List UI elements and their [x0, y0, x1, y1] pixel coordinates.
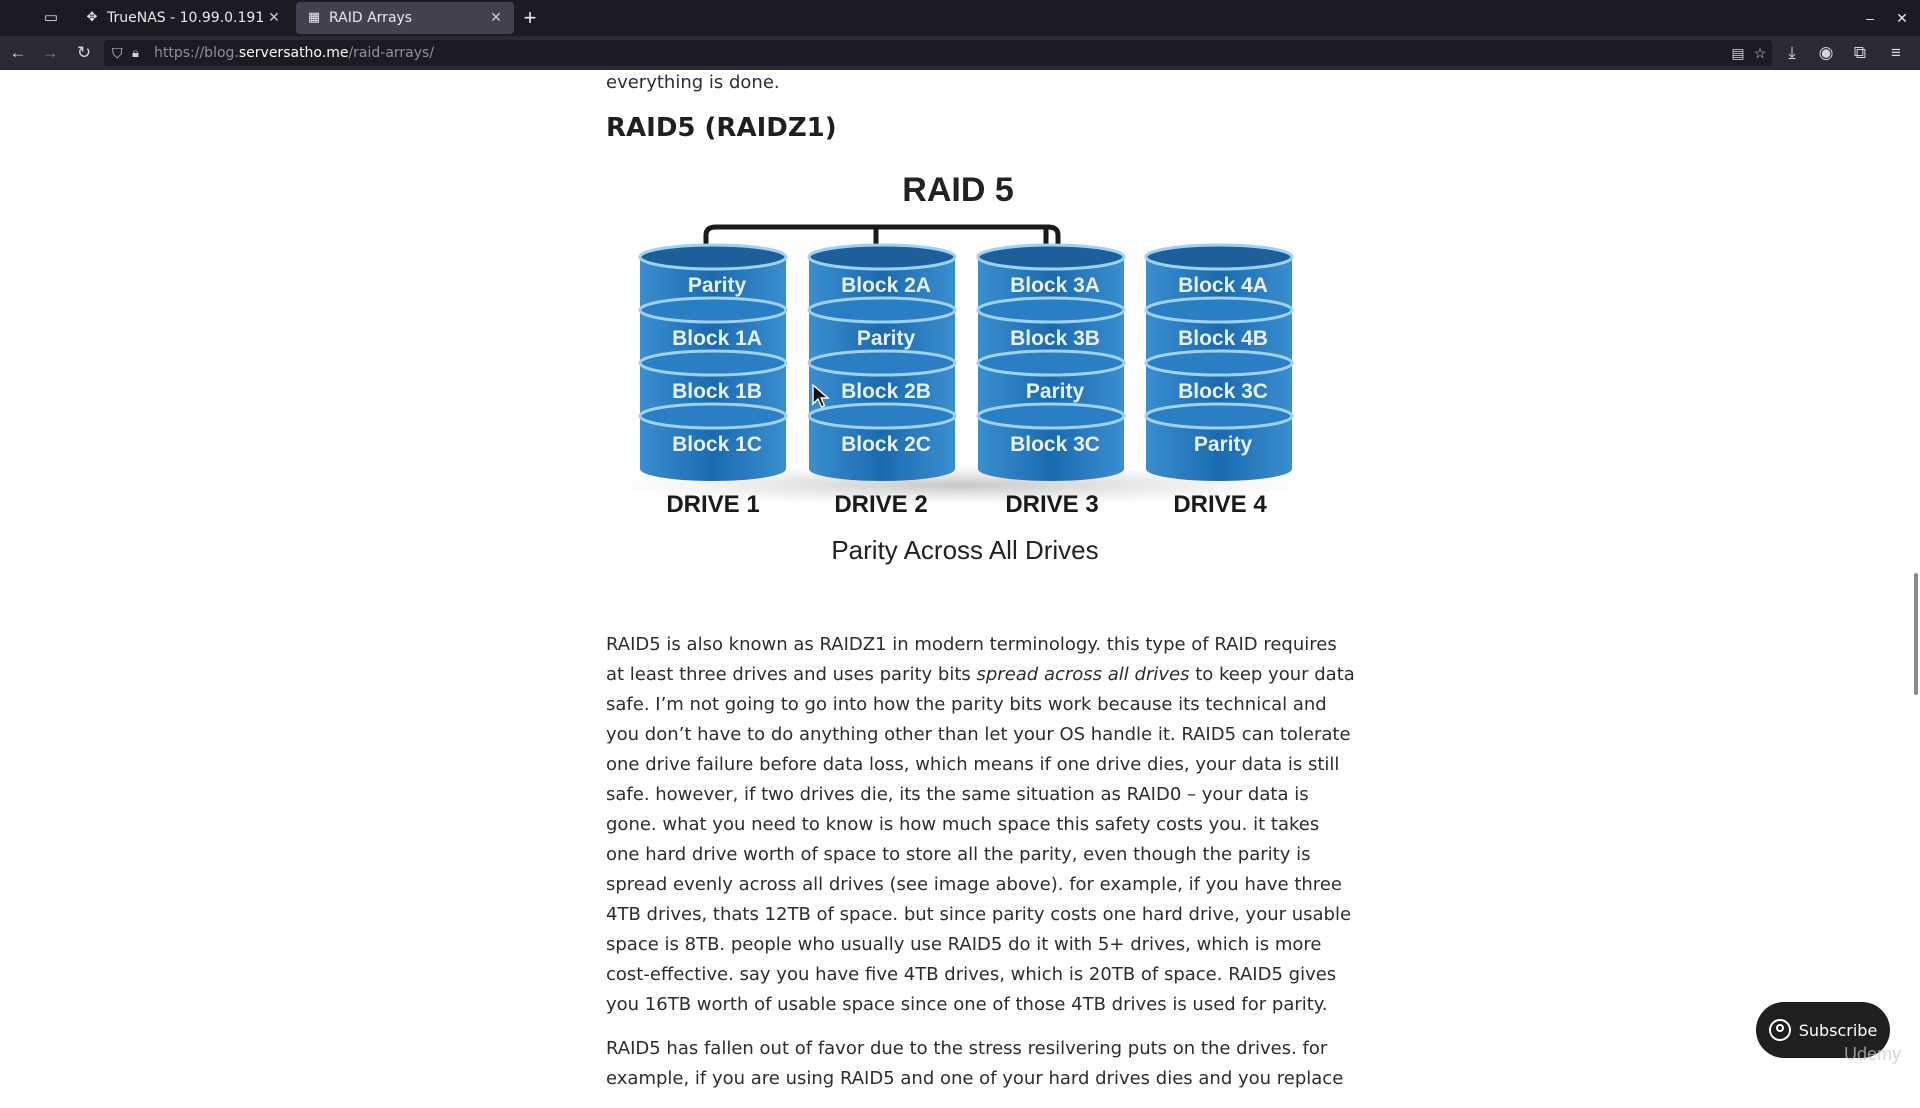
drive-platter-rim: [978, 245, 1124, 269]
bookmark-star-icon[interactable]: ☆: [1753, 45, 1767, 61]
close-tab-icon[interactable]: ✕: [490, 10, 502, 26]
mouse-cursor-icon: [812, 384, 830, 410]
close-tab-icon[interactable]: ✕: [268, 10, 280, 26]
drive-platter-rim: [640, 298, 786, 322]
tab-truenas[interactable]: [74, 2, 292, 34]
drive-block-label: Block 1A: [672, 327, 762, 350]
tab-title: RAID Arrays: [329, 10, 413, 26]
reader-view-icon[interactable]: ▤: [1731, 45, 1745, 61]
figure-title: RAID 5: [902, 171, 1014, 209]
lock-icon[interactable]: 🔒︎: [132, 45, 139, 60]
article-body: [606, 630, 1355, 1108]
drive-block-label: Block 3C: [1178, 380, 1268, 403]
extensions-icon[interactable]: ⧉: [1853, 43, 1867, 62]
drive-block-label: Parity: [687, 274, 747, 297]
paragraph-resilvering: RAID5 has fallen out of favor due to the stress resilvering puts on the drives. for example, if you are using RAID5 and one of your hard drives dies and you replace: [606, 1038, 1344, 1089]
drive-block-label: Block 1C: [672, 433, 762, 456]
drive-block-label: Block 3C: [1010, 433, 1100, 456]
drive-block-label: Block 3A: [1010, 274, 1100, 297]
drive-platter-rim: [640, 245, 786, 269]
drive-block-label: Parity: [1193, 433, 1253, 456]
intro-text: everything is done.: [606, 72, 780, 93]
account-icon[interactable]: ◉: [1818, 43, 1834, 62]
drive-platter-rim: [1146, 351, 1292, 375]
drive-platter-rim: [978, 298, 1124, 322]
downloads-icon[interactable]: ⤓: [1788, 43, 1796, 62]
drive-1: [640, 245, 786, 481]
drive-platter-rim: [640, 351, 786, 375]
drive-3: [978, 245, 1124, 481]
user-icon: [1769, 1019, 1791, 1041]
drive-1-label: DRIVE 1: [666, 491, 760, 518]
new-tab-button[interactable]: +: [523, 5, 537, 30]
drive-platter-rim: [809, 404, 955, 428]
drive-platter-rim: [1146, 245, 1292, 269]
drive-2: [809, 245, 955, 481]
drive-platter-rim: [809, 245, 955, 269]
drive-platter-rim: [640, 404, 786, 428]
drive-block-label: Parity: [1025, 380, 1085, 403]
back-icon[interactable]: ←: [9, 43, 27, 62]
subscribe-label: Subscribe: [1798, 1020, 1878, 1040]
tab-bar: [0, 0, 1920, 36]
drive-block-label: Block 1B: [672, 380, 762, 403]
drive-platter-rim: [809, 298, 955, 322]
url-bar[interactable]: [104, 40, 1772, 66]
drive-block-label: Block 2A: [841, 274, 931, 297]
drive-platter-rim: [978, 404, 1124, 428]
nav-bar: [0, 36, 1920, 70]
tab-raid-arrays[interactable]: [296, 2, 514, 34]
raid5-diagram: [606, 165, 1310, 575]
drive-2-label: DRIVE 2: [834, 491, 928, 518]
drive-3-label: DRIVE 3: [1005, 491, 1099, 518]
drive-block-label: Block 2C: [841, 433, 931, 456]
tab-title: TrueNAS - 10.99.0.191: [107, 10, 265, 26]
scrollbar-thumb[interactable]: [1914, 573, 1918, 695]
tab-list-icon[interactable]: ▭: [43, 9, 59, 26]
drive-block-label: Block 3B: [1010, 327, 1100, 350]
watermark-text: Udemy: [1844, 1044, 1902, 1064]
forward-icon[interactable]: →: [41, 43, 59, 62]
minimize-icon[interactable]: –: [1866, 10, 1874, 26]
drive-4-label: DRIVE 4: [1173, 491, 1267, 518]
truenas-icon: ✥: [86, 10, 98, 25]
site-icon: ▦: [307, 10, 321, 25]
reload-icon[interactable]: ↻: [76, 43, 92, 62]
drive-platter-rim: [1146, 404, 1292, 428]
drive-4: [1146, 245, 1292, 481]
section-heading: RAID5 (RAIDZ1): [606, 113, 837, 143]
close-window-icon[interactable]: ✕: [1896, 10, 1908, 26]
menu-icon[interactable]: ≡: [1891, 43, 1901, 62]
figure-caption: Parity Across All Drives: [831, 535, 1099, 565]
url-text[interactable]: https://blog.serversatho.me/raid-arrays/: [154, 45, 435, 61]
drive-block-label: Block 2B: [841, 380, 931, 403]
drive-platter-rim: [1146, 298, 1292, 322]
drive-block-label: Block 4A: [1178, 274, 1268, 297]
emphasis-text: spread across all drives: [976, 664, 1190, 685]
drive-block-label: Parity: [856, 327, 916, 350]
shield-icon[interactable]: ⛉: [112, 45, 123, 61]
drive-block-label: Block 4B: [1178, 327, 1268, 350]
paragraph-raid5: RAID5 is also known as RAIDZ1 in modern terminology. this type of RAID requires at least three drives and uses parity bits spread across all drives to keep your data safe. I’m not going to go into how the parity bits work because its technical and you don’t have to do anything other than let your OS handle it. RAID5 can tolerate one drive failure before data loss, which means if one drive dies, your data is still safe. however, if two drives die, its the same situation as RAID0 – your data is gone. what you need to know is how much space this safety costs you. it takes one hard drive worth of space to store all the parity, even though the parity is spread evenly across all drives (see image above). for example, if you have three 4TB drives, thats 12TB of space. but since parity costs one hard drive, your usable space is 8TB. people who usually use RAID5 do it with 5+ drives, which is more cost-effective. say you have five 4TB drives, which is 20TB of space. RAID5 gives you 16TB worth of usable space since one of those 4TB drives is used for parity.: [606, 634, 1355, 1015]
drive-platter-rim: [978, 351, 1124, 375]
drive-platter-rim: [809, 351, 955, 375]
